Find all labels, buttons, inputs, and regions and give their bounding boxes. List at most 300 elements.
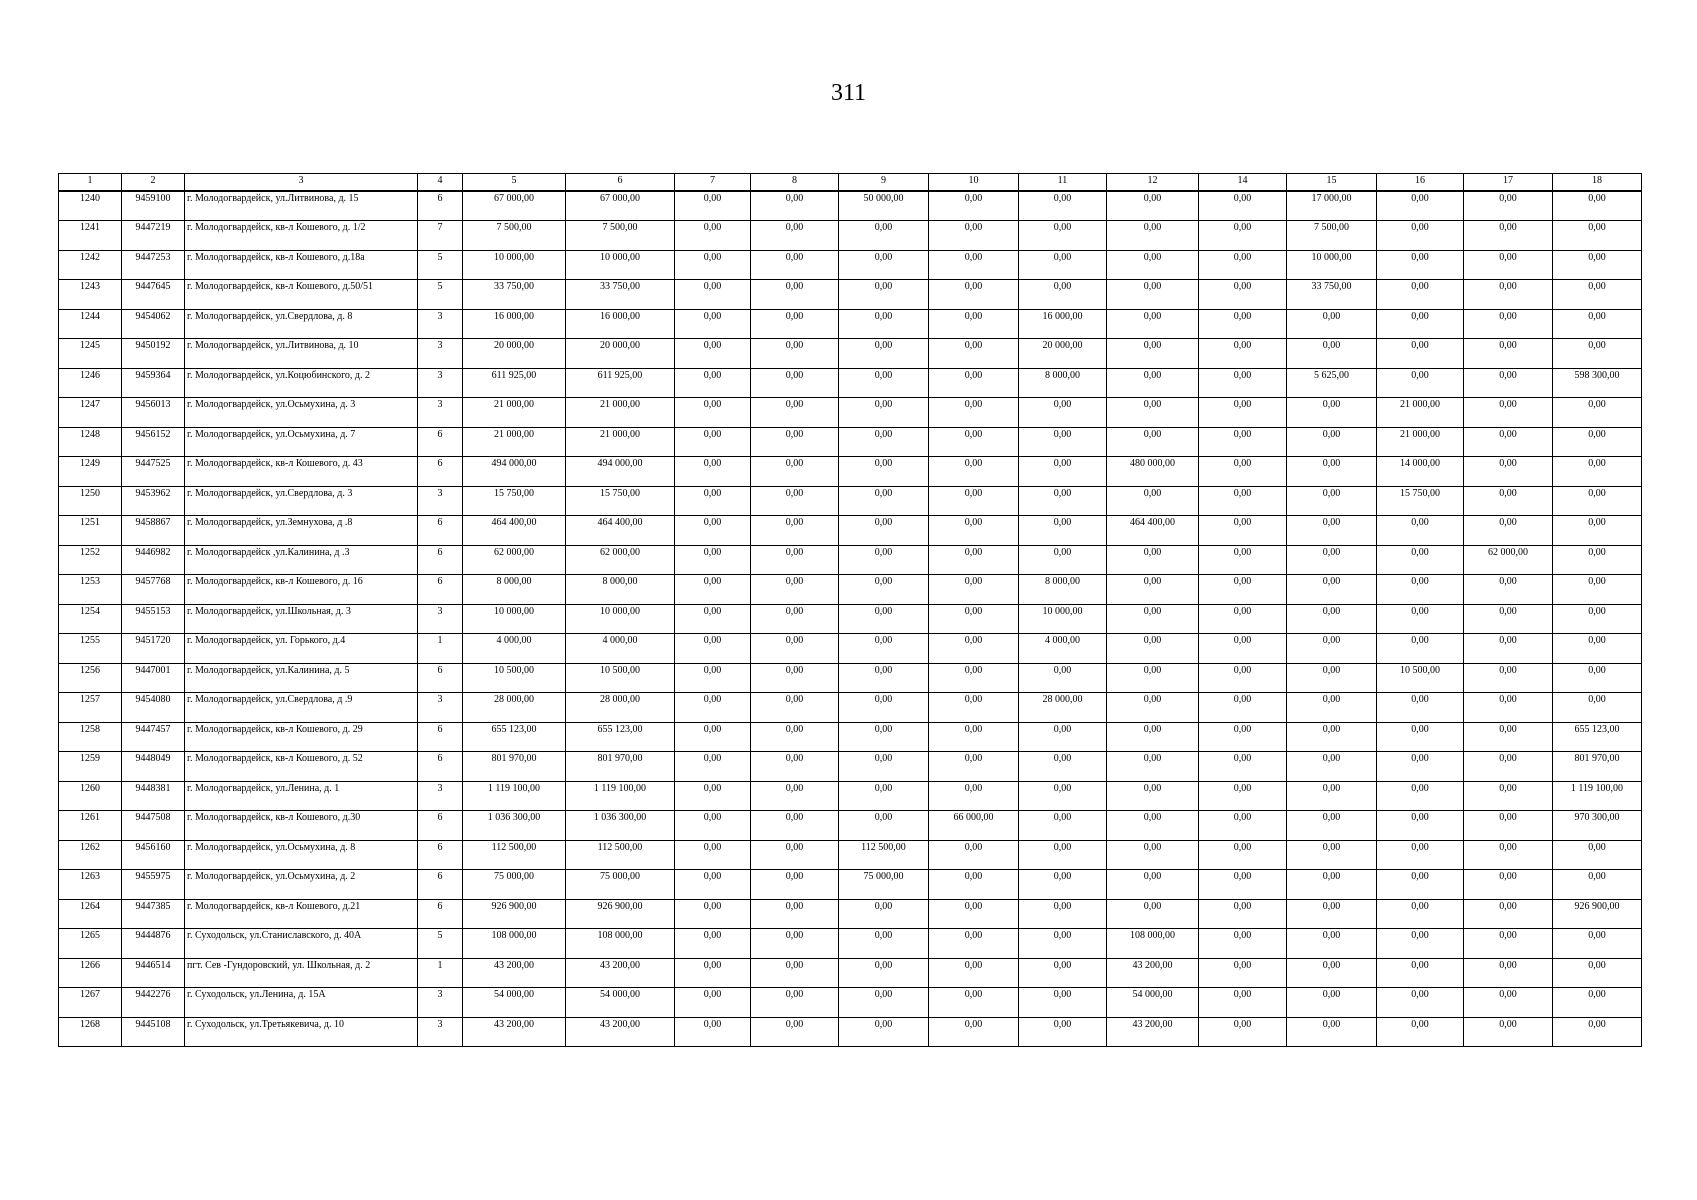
table-cell: 21 000,00 — [566, 427, 675, 457]
column-header: 6 — [566, 174, 675, 192]
table-cell: 9447219 — [122, 221, 185, 251]
table-cell: 1267 — [59, 988, 122, 1018]
column-header: 1 — [59, 174, 122, 192]
table-cell: 0,00 — [1019, 545, 1107, 575]
table-cell: 0,00 — [1107, 634, 1199, 664]
table-cell: 21 000,00 — [1377, 398, 1464, 428]
table-cell: 0,00 — [929, 457, 1019, 487]
address-cell: г. Молодогвардейск, кв-л Кошевого, д. 1/2 — [185, 221, 418, 251]
table-cell: 0,00 — [675, 545, 751, 575]
table-cell: 17 000,00 — [1287, 191, 1377, 221]
table-cell: 0,00 — [929, 545, 1019, 575]
table-cell: 0,00 — [1464, 811, 1553, 841]
table-cell: 0,00 — [929, 1017, 1019, 1047]
table-cell: 0,00 — [675, 988, 751, 1018]
table-cell: 0,00 — [1199, 722, 1287, 752]
table-cell: 0,00 — [751, 1017, 839, 1047]
address-cell: г. Молодогвардейск, кв-л Кошевого, д.21 — [185, 899, 418, 929]
table-cell: 0,00 — [751, 250, 839, 280]
table-cell: 9455153 — [122, 604, 185, 634]
table-body — [59, 191, 1642, 1047]
table-cell: 0,00 — [1287, 545, 1377, 575]
table-cell: 0,00 — [839, 250, 929, 280]
table-cell: 0,00 — [1377, 545, 1464, 575]
table-cell: 0,00 — [1199, 280, 1287, 310]
address-cell: г. Молодогвардейск, ул.Ленина, д. 1 — [185, 781, 418, 811]
table-cell: 0,00 — [1553, 427, 1642, 457]
table-cell: 62 000,00 — [566, 545, 675, 575]
table-cell: 0,00 — [1107, 811, 1199, 841]
table-cell: 0,00 — [1199, 339, 1287, 369]
table-cell: 0,00 — [839, 604, 929, 634]
table-cell: 0,00 — [1553, 693, 1642, 723]
table-cell: 9457768 — [122, 575, 185, 605]
table-cell: 464 400,00 — [1107, 516, 1199, 546]
table-cell: 0,00 — [1553, 191, 1642, 221]
table-cell: 0,00 — [839, 781, 929, 811]
table-cell: 6 — [418, 663, 463, 693]
table-cell: 0,00 — [1464, 250, 1553, 280]
table-cell: 9456160 — [122, 840, 185, 870]
table-cell: 75 000,00 — [566, 870, 675, 900]
table-cell: 0,00 — [839, 457, 929, 487]
column-header: 8 — [751, 174, 839, 192]
table-cell: 464 400,00 — [566, 516, 675, 546]
table-cell: 0,00 — [751, 840, 839, 870]
table-cell: 1259 — [59, 752, 122, 782]
address-cell: г. Молодогвардейск, ул.Коцюбинского, д. 2 — [185, 368, 418, 398]
table-row — [59, 752, 1642, 782]
table-cell: 0,00 — [1019, 988, 1107, 1018]
table-cell: 0,00 — [751, 752, 839, 782]
table-cell: 0,00 — [1199, 545, 1287, 575]
table-cell: 0,00 — [929, 781, 1019, 811]
table-cell: 0,00 — [1377, 221, 1464, 251]
table-cell: 1241 — [59, 221, 122, 251]
table-cell: 801 970,00 — [566, 752, 675, 782]
table-cell: 10 000,00 — [463, 604, 566, 634]
table-cell: 0,00 — [675, 899, 751, 929]
table-cell: 0,00 — [751, 280, 839, 310]
table-row — [59, 250, 1642, 280]
table-cell: 0,00 — [1377, 309, 1464, 339]
table-cell: 3 — [418, 988, 463, 1018]
table-cell: 0,00 — [1199, 398, 1287, 428]
table-cell: 0,00 — [751, 191, 839, 221]
table-cell: 0,00 — [1287, 309, 1377, 339]
table-cell: 0,00 — [1287, 929, 1377, 959]
table-cell: 0,00 — [839, 398, 929, 428]
table-cell: 0,00 — [929, 427, 1019, 457]
table-cell: 0,00 — [1287, 870, 1377, 900]
table-cell: 0,00 — [1464, 604, 1553, 634]
table-cell: 0,00 — [1553, 221, 1642, 251]
table-cell: 9447645 — [122, 280, 185, 310]
table-cell: 9454062 — [122, 309, 185, 339]
table-cell: 9447508 — [122, 811, 185, 841]
table-row — [59, 722, 1642, 752]
table-cell: 0,00 — [1553, 309, 1642, 339]
column-header: 12 — [1107, 174, 1199, 192]
table-cell: 0,00 — [839, 545, 929, 575]
table-cell: 6 — [418, 870, 463, 900]
table-cell: 0,00 — [929, 722, 1019, 752]
table-cell: 0,00 — [1199, 899, 1287, 929]
table-cell: 0,00 — [1377, 988, 1464, 1018]
table-row — [59, 516, 1642, 546]
table-row — [59, 958, 1642, 988]
table-cell: 801 970,00 — [463, 752, 566, 782]
table-cell: 0,00 — [1464, 899, 1553, 929]
table-row — [59, 604, 1642, 634]
table-row — [59, 634, 1642, 664]
table-cell: 0,00 — [929, 634, 1019, 664]
address-cell: г. Молодогвардейск, ул.Литвинова, д. 10 — [185, 339, 418, 369]
table-cell: 33 750,00 — [1287, 280, 1377, 310]
table-cell: 3 — [418, 368, 463, 398]
table-cell: 0,00 — [1287, 339, 1377, 369]
table-cell: 67 000,00 — [463, 191, 566, 221]
table-row — [59, 457, 1642, 487]
table-cell: 6 — [418, 191, 463, 221]
table-cell: 0,00 — [751, 634, 839, 664]
table-row — [59, 1017, 1642, 1047]
table-cell: 0,00 — [675, 398, 751, 428]
table-cell: 0,00 — [1199, 191, 1287, 221]
table-row — [59, 870, 1642, 900]
table-cell: 598 300,00 — [1553, 368, 1642, 398]
table-cell: 801 970,00 — [1553, 752, 1642, 782]
table-cell: 655 123,00 — [1553, 722, 1642, 752]
column-header: 14 — [1199, 174, 1287, 192]
page-number: 311 — [830, 80, 867, 106]
table-cell: 0,00 — [1553, 339, 1642, 369]
table-cell: 8 000,00 — [566, 575, 675, 605]
address-cell: г. Молодогвардейск, кв-л Кошевого, д.30 — [185, 811, 418, 841]
table-cell: 6 — [418, 457, 463, 487]
table-cell: 0,00 — [1019, 398, 1107, 428]
table-cell: 0,00 — [1464, 398, 1553, 428]
table-cell: 0,00 — [1199, 693, 1287, 723]
table-cell: 0,00 — [751, 486, 839, 516]
table-cell: 6 — [418, 811, 463, 841]
table-cell: 0,00 — [1464, 457, 1553, 487]
table-cell: 0,00 — [1287, 840, 1377, 870]
table-cell: 0,00 — [1107, 575, 1199, 605]
table-cell: 0,00 — [675, 752, 751, 782]
table-cell: 464 400,00 — [463, 516, 566, 546]
table-cell: 3 — [418, 693, 463, 723]
table-cell: 0,00 — [675, 457, 751, 487]
table-cell: 0,00 — [1287, 1017, 1377, 1047]
table-cell: 0,00 — [1464, 280, 1553, 310]
table-cell: 0,00 — [675, 250, 751, 280]
table-cell: 0,00 — [1019, 191, 1107, 221]
table-cell: 0,00 — [1019, 1017, 1107, 1047]
address-cell: г. Молодогвардейск, ул.Свердлова, д .9 — [185, 693, 418, 723]
table-cell: 0,00 — [1107, 250, 1199, 280]
table-cell: 0,00 — [675, 309, 751, 339]
table-cell: 0,00 — [1553, 250, 1642, 280]
table-cell: 0,00 — [1107, 339, 1199, 369]
table-cell: 0,00 — [1019, 280, 1107, 310]
table-cell: 0,00 — [839, 575, 929, 605]
table-cell: 33 750,00 — [463, 280, 566, 310]
table-cell: 0,00 — [1287, 693, 1377, 723]
table-cell: 0,00 — [1107, 663, 1199, 693]
table-cell: 0,00 — [1107, 781, 1199, 811]
table-cell: 0,00 — [1019, 663, 1107, 693]
table-cell: 8 000,00 — [1019, 368, 1107, 398]
table-cell: 0,00 — [929, 958, 1019, 988]
table-cell: 0,00 — [929, 988, 1019, 1018]
table-cell: 9455975 — [122, 870, 185, 900]
table-row — [59, 486, 1642, 516]
table-cell: 0,00 — [1107, 899, 1199, 929]
table-cell: 0,00 — [1464, 309, 1553, 339]
table-cell: 0,00 — [675, 191, 751, 221]
table-cell: 0,00 — [929, 663, 1019, 693]
table-cell: 5 — [418, 929, 463, 959]
table-cell: 10 000,00 — [463, 250, 566, 280]
table-cell: 10 000,00 — [566, 250, 675, 280]
table-cell: 43 200,00 — [463, 958, 566, 988]
table-cell: 0,00 — [675, 427, 751, 457]
table-cell: 0,00 — [1377, 516, 1464, 546]
table-cell: 1251 — [59, 516, 122, 546]
table-cell: 9459364 — [122, 368, 185, 398]
table-row — [59, 545, 1642, 575]
table-cell: 0,00 — [1199, 988, 1287, 1018]
table-cell: 9454080 — [122, 693, 185, 723]
table-cell: 0,00 — [1464, 575, 1553, 605]
table-cell: 0,00 — [1107, 693, 1199, 723]
table-cell: 0,00 — [1199, 368, 1287, 398]
table-cell: 0,00 — [1464, 1017, 1553, 1047]
table-cell: 0,00 — [1199, 1017, 1287, 1047]
table-cell: 0,00 — [675, 870, 751, 900]
table-cell: 6 — [418, 722, 463, 752]
table-cell: 14 000,00 — [1377, 457, 1464, 487]
column-header: 4 — [418, 174, 463, 192]
table-cell: 0,00 — [929, 840, 1019, 870]
table-cell: 0,00 — [1287, 958, 1377, 988]
table-cell: 9447525 — [122, 457, 185, 487]
table-cell: 0,00 — [1107, 545, 1199, 575]
table-row — [59, 781, 1642, 811]
table-row — [59, 575, 1642, 605]
table-cell: 8 000,00 — [1019, 575, 1107, 605]
table-cell: 0,00 — [1464, 752, 1553, 782]
table-cell: 0,00 — [1464, 634, 1553, 664]
address-cell: г. Молодогвардейск, ул. Горького, д.4 — [185, 634, 418, 664]
table-cell: 15 750,00 — [463, 486, 566, 516]
table-cell: 54 000,00 — [566, 988, 675, 1018]
table-cell: 1258 — [59, 722, 122, 752]
table-cell: 0,00 — [675, 634, 751, 664]
address-cell: пгт. Сев -Гундоровский, ул. Школьная, д. 2 — [185, 958, 418, 988]
table-cell: 0,00 — [1377, 250, 1464, 280]
table-cell: 1253 — [59, 575, 122, 605]
table-cell: 28 000,00 — [1019, 693, 1107, 723]
table-cell: 0,00 — [839, 693, 929, 723]
table-cell: 0,00 — [1553, 840, 1642, 870]
table-row — [59, 427, 1642, 457]
table-cell: 0,00 — [929, 221, 1019, 251]
table-cell: 0,00 — [1107, 398, 1199, 428]
table-cell: 0,00 — [929, 604, 1019, 634]
table-cell: 6 — [418, 840, 463, 870]
table-cell: 0,00 — [839, 1017, 929, 1047]
table-cell: 0,00 — [1287, 899, 1377, 929]
table-cell: 9446514 — [122, 958, 185, 988]
table-cell: 0,00 — [1553, 958, 1642, 988]
column-header: 2 — [122, 174, 185, 192]
table-cell: 0,00 — [839, 309, 929, 339]
address-cell: г. Молодогвардейск, ул.Осьмухина, д. 7 — [185, 427, 418, 457]
table-cell: 7 500,00 — [463, 221, 566, 251]
table-cell: 0,00 — [929, 929, 1019, 959]
table-cell: 0,00 — [1287, 663, 1377, 693]
table-cell: 1242 — [59, 250, 122, 280]
table-cell: 9448381 — [122, 781, 185, 811]
table-cell: 3 — [418, 398, 463, 428]
table-cell: 43 200,00 — [1107, 1017, 1199, 1047]
table-cell: 15 750,00 — [1377, 486, 1464, 516]
table-cell: 9458867 — [122, 516, 185, 546]
table-cell: 0,00 — [929, 870, 1019, 900]
table-cell: 9447001 — [122, 663, 185, 693]
table-cell: 1 119 100,00 — [463, 781, 566, 811]
table-cell: 0,00 — [1107, 604, 1199, 634]
table-cell: 54 000,00 — [463, 988, 566, 1018]
table-cell: 0,00 — [1377, 1017, 1464, 1047]
address-cell: г. Суходольск, ул.Ленина, д. 15А — [185, 988, 418, 1018]
table-cell: 0,00 — [1377, 191, 1464, 221]
table-cell: 0,00 — [1199, 604, 1287, 634]
table-cell: 0,00 — [1464, 516, 1553, 546]
address-cell: г. Молодогвардейск, кв-л Кошевого, д. 16 — [185, 575, 418, 605]
table-cell: 0,00 — [1107, 368, 1199, 398]
table-cell: 1248 — [59, 427, 122, 457]
table-row — [59, 280, 1642, 310]
table-cell: 0,00 — [839, 722, 929, 752]
table-cell: 0,00 — [751, 604, 839, 634]
table-cell: 16 000,00 — [1019, 309, 1107, 339]
table-cell: 108 000,00 — [566, 929, 675, 959]
table-cell: 0,00 — [839, 368, 929, 398]
table-cell: 0,00 — [1019, 958, 1107, 988]
address-cell: г. Молодогвардейск, ул.Школьная, д. 3 — [185, 604, 418, 634]
address-cell: г. Суходольск, ул.Третьякевича, д. 10 — [185, 1017, 418, 1047]
table-cell: 926 900,00 — [463, 899, 566, 929]
table-cell: 0,00 — [839, 516, 929, 546]
table-cell: 1240 — [59, 191, 122, 221]
table-cell: 5 — [418, 280, 463, 310]
table-cell: 0,00 — [1464, 339, 1553, 369]
table-cell: 3 — [418, 309, 463, 339]
table-cell: 0,00 — [751, 929, 839, 959]
table-cell: 0,00 — [1377, 339, 1464, 369]
table-cell: 43 200,00 — [463, 1017, 566, 1047]
table-row — [59, 840, 1642, 870]
table-cell: 21 000,00 — [463, 398, 566, 428]
table-cell: 1 119 100,00 — [1553, 781, 1642, 811]
table-cell: 0,00 — [1287, 516, 1377, 546]
table-cell: 0,00 — [1553, 1017, 1642, 1047]
table-cell: 0,00 — [1287, 988, 1377, 1018]
address-cell: г. Суходольск, ул.Станиславского, д. 40А — [185, 929, 418, 959]
table-cell: 0,00 — [1199, 870, 1287, 900]
table-cell: 0,00 — [1553, 457, 1642, 487]
table-cell: 0,00 — [1019, 840, 1107, 870]
table-cell: 66 000,00 — [929, 811, 1019, 841]
table-cell: 1247 — [59, 398, 122, 428]
table-cell: 3 — [418, 486, 463, 516]
table-cell: 611 925,00 — [566, 368, 675, 398]
table-cell: 0,00 — [1287, 604, 1377, 634]
table-cell: 0,00 — [839, 634, 929, 664]
table-cell: 9447253 — [122, 250, 185, 280]
table-cell: 0,00 — [1199, 958, 1287, 988]
table-cell: 9453962 — [122, 486, 185, 516]
table-cell: 0,00 — [1019, 899, 1107, 929]
table-cell: 4 000,00 — [463, 634, 566, 664]
table-cell: 0,00 — [929, 280, 1019, 310]
table-cell: 0,00 — [1553, 516, 1642, 546]
table-cell: 1 — [418, 634, 463, 664]
table-cell: 112 500,00 — [463, 840, 566, 870]
table-cell: 0,00 — [1199, 840, 1287, 870]
table-cell: 8 000,00 — [463, 575, 566, 605]
table-cell: 0,00 — [1199, 309, 1287, 339]
table-cell: 0,00 — [1287, 398, 1377, 428]
column-header: 18 — [1553, 174, 1642, 192]
column-header: 3 — [185, 174, 418, 192]
table-cell: 0,00 — [839, 929, 929, 959]
table-cell: 0,00 — [1199, 516, 1287, 546]
table-cell: 9456013 — [122, 398, 185, 428]
table-cell: 0,00 — [675, 958, 751, 988]
table-cell: 0,00 — [751, 899, 839, 929]
table-cell: 0,00 — [751, 722, 839, 752]
table-cell: 0,00 — [1553, 634, 1642, 664]
table-cell: 0,00 — [929, 693, 1019, 723]
table-cell: 0,00 — [1464, 663, 1553, 693]
table-cell: 0,00 — [1019, 752, 1107, 782]
table-cell: 67 000,00 — [566, 191, 675, 221]
table-cell: 494 000,00 — [463, 457, 566, 487]
table-cell: 0,00 — [1377, 929, 1464, 959]
table-row — [59, 899, 1642, 929]
table-cell: 1256 — [59, 663, 122, 693]
table-cell: 43 200,00 — [1107, 958, 1199, 988]
table-cell: 1 — [418, 958, 463, 988]
column-header: 17 — [1464, 174, 1553, 192]
table-cell: 112 500,00 — [566, 840, 675, 870]
table-cell: 3 — [418, 781, 463, 811]
table-cell: 0,00 — [1377, 575, 1464, 605]
table-cell: 0,00 — [929, 899, 1019, 929]
table-cell: 5 625,00 — [1287, 368, 1377, 398]
table-cell: 0,00 — [1287, 427, 1377, 457]
table-cell: 0,00 — [1019, 781, 1107, 811]
table-cell: 10 500,00 — [1377, 663, 1464, 693]
table-cell: 10 000,00 — [1019, 604, 1107, 634]
table-cell: 5 — [418, 250, 463, 280]
table-cell: 0,00 — [675, 604, 751, 634]
table-cell: 0,00 — [675, 516, 751, 546]
